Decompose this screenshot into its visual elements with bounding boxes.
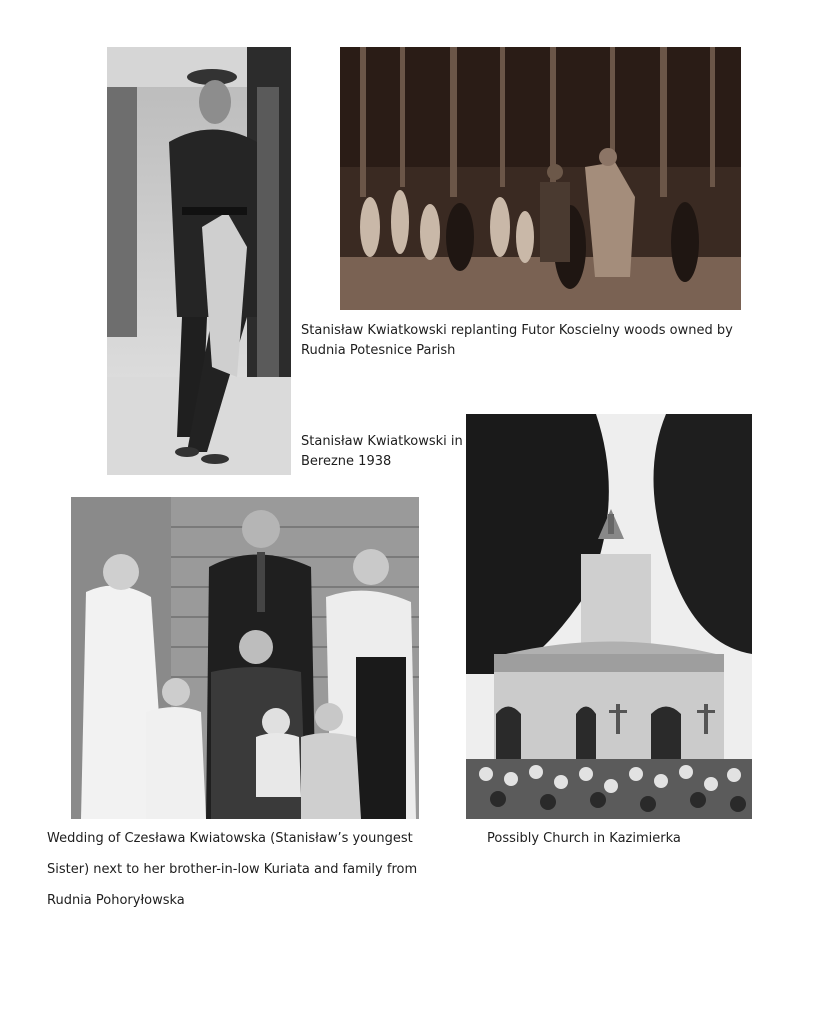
church-photo-image [466, 414, 752, 819]
caption-soldier-line1: Stanisław Kwiatkowski in [301, 434, 463, 449]
caption-soldier [301, 432, 471, 472]
soldier-photo-image [107, 47, 291, 475]
caption-wedding-line2: Sister) next to her brother-in-low Kuriata and family from [47, 862, 418, 877]
photo-wedding [71, 497, 419, 819]
wedding-photo-image [71, 497, 419, 819]
forest-photo-image [340, 47, 741, 310]
caption-forest: Stanisław Kwiatkowski replanting Futor Koscielny woods owned by Rudnia Potesnice Parish [301, 323, 733, 358]
caption-church: Possibly Church in Kazimierka [487, 831, 681, 846]
caption-wedding-line1: Wedding of Czesława Kwiatowska (Stanisław’s youngest [47, 831, 413, 846]
caption-soldier-line2: Berezne 1938 [301, 454, 392, 469]
photo-forest [340, 47, 741, 310]
caption-wedding [47, 829, 447, 922]
photo-church [466, 414, 752, 819]
photo-soldier [107, 47, 291, 475]
caption-wedding-line3: Rudnia Pohoryłowska [47, 893, 185, 908]
